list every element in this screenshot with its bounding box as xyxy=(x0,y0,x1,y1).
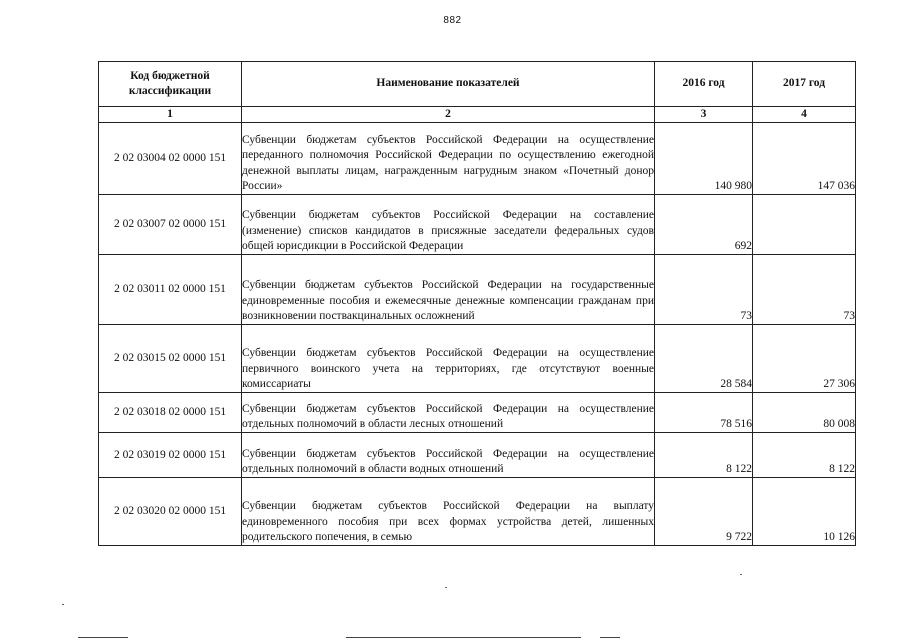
header-name: Наименование показателей xyxy=(242,62,655,107)
value-2017: 80 008 xyxy=(753,393,856,433)
value-2017: 27 306 xyxy=(753,325,856,393)
budget-table xyxy=(98,61,856,546)
table-row xyxy=(99,478,856,546)
header-row xyxy=(99,62,856,107)
table-row xyxy=(99,433,856,478)
budget-code: 2 02 03018 02 0000 151 xyxy=(99,393,242,433)
page-number: 882 xyxy=(443,15,462,26)
value-2017: 73 xyxy=(753,255,856,325)
value-2017: 147 036 xyxy=(753,123,856,195)
value-2016: 28 584 xyxy=(655,325,753,393)
scan-artifact-speck xyxy=(445,587,447,588)
budget-code: 2 02 03004 02 0000 151 xyxy=(99,123,242,195)
table-row xyxy=(99,123,856,195)
scan-artifact-speck xyxy=(62,604,64,605)
column-number-row xyxy=(99,107,856,123)
header-year-2016: 2016 год xyxy=(655,62,753,107)
budget-code: 2 02 03011 02 0000 151 xyxy=(99,255,242,325)
budget-code: 2 02 03007 02 0000 151 xyxy=(99,195,242,255)
budget-code: 2 02 03015 02 0000 151 xyxy=(99,325,242,393)
value-2017 xyxy=(753,195,856,255)
indicator-name: Субвенции бюджетам субъектов Российской Федерации на государственные единовременные пособия и ежемесячные денежные компенсации гражданам при возникновении поствакцинальных осложнений xyxy=(242,255,655,325)
table-row xyxy=(99,195,856,255)
indicator-name: Субвенции бюджетам субъектов Российской Федерации на осуществление отдельных полномочий в области водных отношений xyxy=(242,433,655,478)
indicator-name: Субвенции бюджетам субъектов Российской Федерации на осуществление переданного полномочия Российской Федерации по осуществлению ежегодной денежной выплаты лицам, награжденным нагрудным знаком «Почетный донор России» xyxy=(242,123,655,195)
table-row xyxy=(99,325,856,393)
value-2017: 10 126 xyxy=(753,478,856,546)
budget-code: 2 02 03019 02 0000 151 xyxy=(99,433,242,478)
header-year-2017: 2017 год xyxy=(753,62,856,107)
column-number: 4 xyxy=(753,107,856,123)
value-2016: 9 722 xyxy=(655,478,753,546)
table-row xyxy=(99,255,856,325)
column-number: 3 xyxy=(655,107,753,123)
column-number: 2 xyxy=(242,107,655,123)
value-2016: 8 122 xyxy=(655,433,753,478)
scan-artifact-speck xyxy=(740,574,742,575)
value-2016: 692 xyxy=(655,195,753,255)
budget-code: 2 02 03020 02 0000 151 xyxy=(99,478,242,546)
table-row xyxy=(99,393,856,433)
indicator-name: Субвенции бюджетам субъектов Российской Федерации на осуществление первичного воинского учета на территориях, где отсутствуют военные комиссариаты xyxy=(242,325,655,393)
indicator-name: Субвенции бюджетам субъектов Российской Федерации на составление (изменение) списков кандидатов в присяжные заседатели федеральных судов общей юрисдикции в Российской Федерации xyxy=(242,195,655,255)
header-code: Код бюджетной классификации xyxy=(99,62,242,107)
column-number: 1 xyxy=(99,107,242,123)
indicator-name: Субвенции бюджетам субъектов Российской Федерации на выплату единовременного пособия при всех формах устройства детей, лишенных родительского попечения, в семью xyxy=(242,478,655,546)
indicator-name: Субвенции бюджетам субъектов Российской Федерации на осуществление отдельных полномочий в области лесных отношений xyxy=(242,393,655,433)
scan-artifact-line xyxy=(78,637,128,638)
value-2016: 73 xyxy=(655,255,753,325)
value-2016: 78 516 xyxy=(655,393,753,433)
scan-artifact-line xyxy=(346,637,581,638)
scan-artifact-line xyxy=(600,637,620,638)
value-2016: 140 980 xyxy=(655,123,753,195)
value-2017: 8 122 xyxy=(753,433,856,478)
